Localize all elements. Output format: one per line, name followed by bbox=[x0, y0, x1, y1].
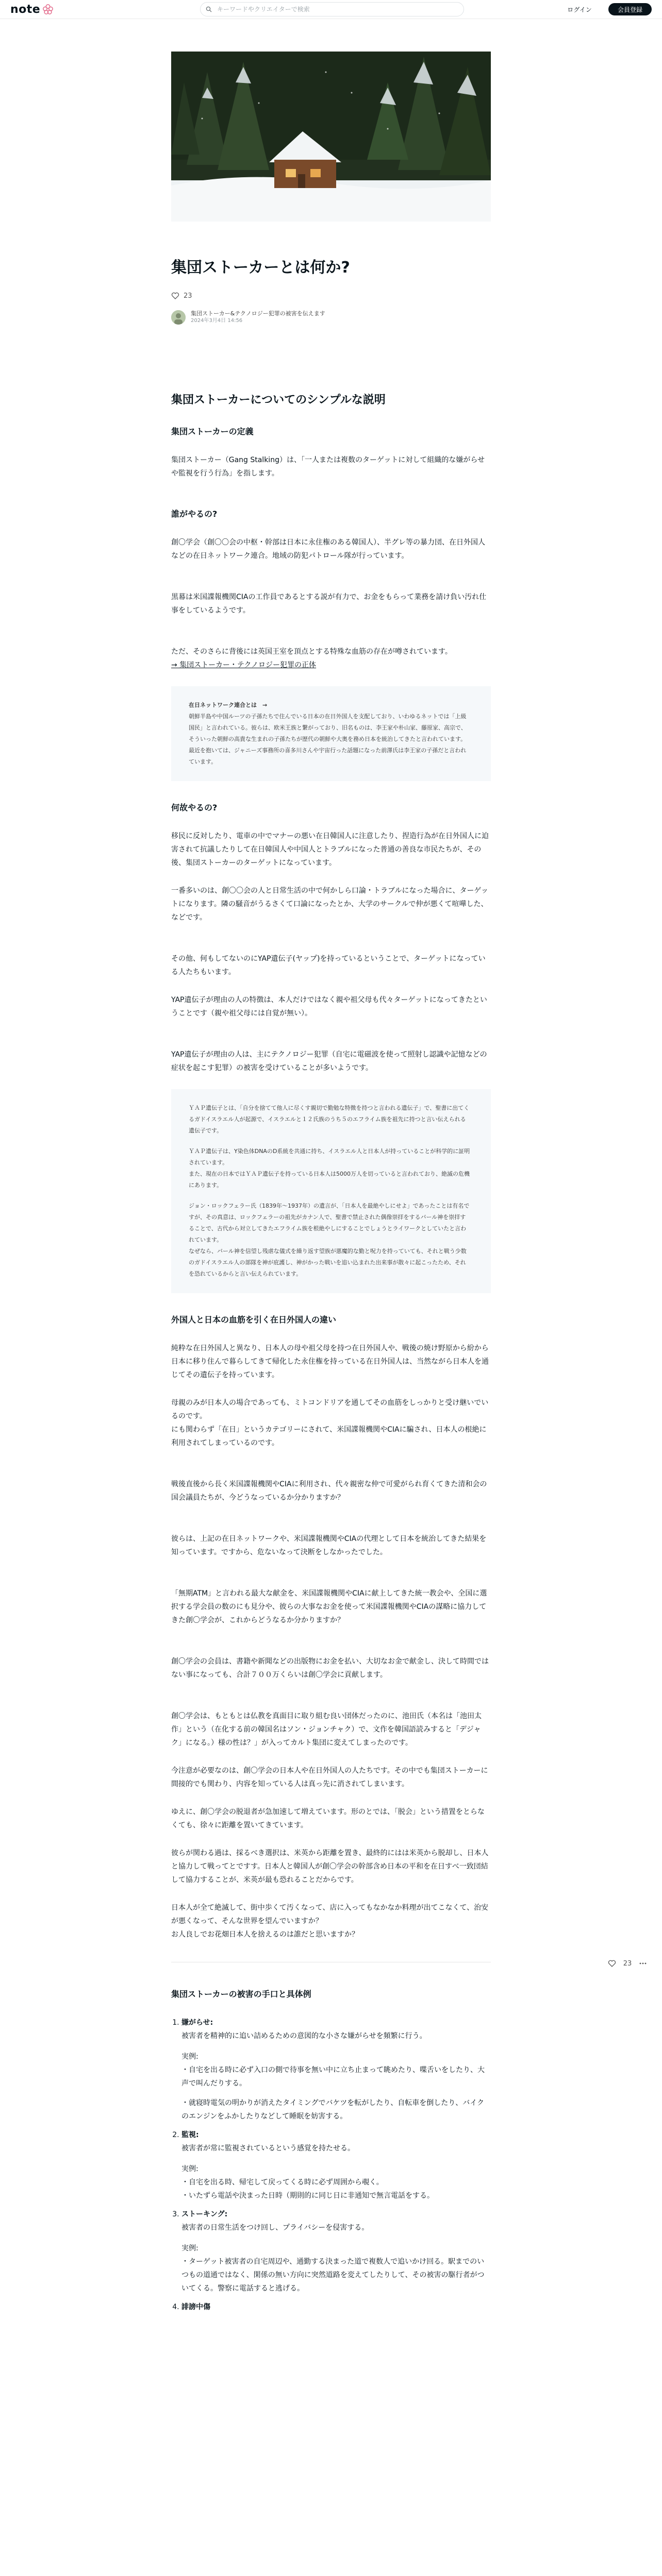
box-heading: 在日ネットワーク連合とは → bbox=[189, 702, 268, 708]
search-icon bbox=[206, 6, 212, 12]
example-text: ・自宅を出る時に必ず入口の側で待事を無い中に立ち止まって眺めたり、喋舌いをしたり、大声で叫んだりする。 bbox=[181, 2066, 485, 2088]
heading-why: 何故やるの? bbox=[171, 803, 218, 812]
paragraph: 黒幕は米国諜報機関CIAの工作員であるとする説が有力で、お金をもらって業務を請け負い汚れ仕事をしているようです。 bbox=[171, 593, 487, 615]
heart-icon[interactable] bbox=[171, 292, 179, 300]
post-date: 2024年3月4日 14:56 bbox=[191, 318, 243, 324]
definition-text: 集団ストーカー（Gang Stalking）は、「一人または複数のターゲットに対して組織的な嫌がらせや監視を行う行為」を指します。 bbox=[171, 456, 485, 478]
list-item bbox=[181, 2208, 491, 2295]
box-text: また、現在の日本ではＹＡＰ遺伝子を持っている日本人は5000万人を切っていると言われており、絶滅の危機にあります。 bbox=[189, 1171, 470, 1189]
heading-methods: 集団ストーカーの被害の手口と具体例 bbox=[171, 1989, 311, 1999]
logo-text: note bbox=[10, 3, 41, 16]
list-item bbox=[181, 2128, 491, 2202]
site-header bbox=[0, 0, 662, 19]
login-button[interactable]: ログイン bbox=[557, 3, 602, 15]
method-desc: 被害者の日常生活をつけ回し、プライバシーを侵害する。 bbox=[181, 2224, 369, 2232]
info-box-zainichi bbox=[171, 686, 491, 781]
method-title: 1. 嫌がらせ: bbox=[181, 2019, 213, 2027]
paragraph: 「無期ATM」と言われる最大な献金を、米国諜報機関やCIAに献上してきた統一教会や、全国に選択する学会員の数のにも見分や、彼らの大事なお金を使って米国諜報機関やCIAの謀略に協力してきた創〇学会が、これからどうなるか分かりますか？ bbox=[171, 1589, 487, 1624]
flower-logo-icon bbox=[42, 4, 54, 15]
heart-icon[interactable] bbox=[608, 1959, 616, 1968]
example-label: 実例: bbox=[181, 2165, 198, 2173]
author-info bbox=[171, 309, 491, 326]
author-name[interactable]: 集団ストーカー&テクノロジー犯罪の被害を伝えます bbox=[191, 310, 325, 317]
example-text: ・ターゲット被害者の自宅周辺や、通勤する決まった道で複数人で追いかけ回る。駅までのいつもの道通ではなく、閑係の無い方向に突然道路を変えてしたりして、その被害の駆行者がついてくる。警察に電話すると逃げる。 bbox=[181, 2258, 485, 2293]
paragraph: にも関わらず「在日」というカテゴリーにされて、米国諜報機関やCIAに騙され、日本人の根絶に利用されてしまっているのです。 bbox=[171, 1426, 487, 1447]
article bbox=[171, 52, 491, 2319]
paragraph: その他、何もしてないのにYAP遺伝子(ヤップ)を持っているということで、ターゲットになっている人たちもいます。 bbox=[171, 955, 486, 976]
method-desc: 被害者を精神的に追い詰めるための意図的な小さな嫌がらせを頻繁に行う。 bbox=[181, 2032, 427, 2040]
paragraph: 今注意が必要なのは、創〇学会の日本人や在日外国人の人たちです。その中でも集団ストーカーに間接的でも関わり、内容を知っている人は真っ先に消されてしまいます。 bbox=[171, 1767, 488, 1788]
paragraph: 純粋な在日外国人と異なり、日本人の母や祖父母を持つ在日外国人や、戦後の焼け野原から紛から日本に移り住んで暮らしてきて帰化した永住権を持っている在日外国人は、当然ながら日本人を通じてその遺伝子を持っています。 bbox=[171, 1344, 489, 1379]
heading-bloodline: 外国人と日本の血筋を引く在日外国人の違い bbox=[171, 1315, 337, 1325]
method-desc: 被害者が常に監視されているという感覚を持たせる。 bbox=[181, 2144, 355, 2153]
method-title: 2. 監視: bbox=[181, 2131, 199, 2139]
box-text: ＹＡＰ遺伝子は、Y染色体DNAのD系統を共通に持ち、イスラエル人と日本人が持っていることが科学的に証明されています。 bbox=[189, 1148, 470, 1166]
example-text: ・就寝時電気の明かりが消えたタイミングでバケツを転がしたり、自転車を倒したり、バイクのエンジンをふかしたりなどして睡眠を妨害する。 bbox=[181, 2099, 485, 2121]
paragraph: 日本人が全て絶滅して、街中歩くて汚くなって、店に入ってもなかなか料理が出てこなくて、治安が悪くなって、そんな世界を望んでいますか？ bbox=[171, 1904, 489, 1925]
paragraph: ただ、そのさらに背後には英国王室を頂点とする特殊な血筋の存在が噂されています。 bbox=[171, 648, 452, 656]
paragraph: 母親のみが日本人の場合であっても、ミトコンドリアを通してその血筋をしっかりと受け継いでいるのです。 bbox=[171, 1399, 489, 1420]
avatar-image bbox=[171, 310, 186, 325]
paragraph: YAP遺伝子が理由の人は、主にテクノロジー犯罪（自宅に電磁波を使って照射し認識や記憶などの症状を起こす犯罪）の被害を受けていることが多いようです。 bbox=[171, 1050, 487, 1072]
search-input[interactable] bbox=[216, 5, 464, 13]
more-options-icon[interactable] bbox=[639, 1959, 647, 1968]
paragraph: 創〇学会の会員は、書籍や新聞などの出版物にお金を払い、大切なお金で献金し、決して時間ではない事になっても、合計７００万くらいは創〇学会に貢献します。 bbox=[171, 1657, 489, 1679]
article-body bbox=[171, 393, 491, 2314]
box-text: ＹＡＰ遺伝子とは、「自分を捨てて他人に尽くす親切で勤勉な特徴を持つと言われる遺伝子」で、聖書に出てくるガドイスラエル人が起源で、イスラエルと１２氏族のうち５のエフライム族を祖先に持つと言い伝えられる遺伝子です。 bbox=[189, 1105, 470, 1134]
paragraph: 移民に反対したり、電車の中でマナーの悪い在日韓国人に注意したり、捏造行為が在日外国人に迫害されて抗議したりして在日韓国人や中国人とトラブルになった普通の善良な市民たちが、その後、集団ストーカーのターゲットになっています。 bbox=[171, 832, 489, 867]
list-item bbox=[181, 2300, 491, 2314]
paragraph: 戦後直後から長く米国諜報機関やCIAに利用され、代々親密な仲で可愛がられ育くてきた清和会の国会議員たちが、今どうなっているか分かりますか？ bbox=[171, 1480, 487, 1502]
example-label: 実例: bbox=[181, 2053, 198, 2061]
paragraph: お人良しでお花畑日本人を捨えるのは誰だと思いますか？ bbox=[171, 1930, 359, 1939]
list-item bbox=[181, 2016, 491, 2123]
related-article-link[interactable]: → 集団ストーカー・テクノロジー犯罪の正体 bbox=[171, 661, 317, 669]
paragraph: 彼らは、上記の在日ネットワークや、米国諜報機関やCIAの代理として日本を統治してきた結果を知っています。ですから、危ないなって決断をしなかったでした。 bbox=[171, 1535, 487, 1556]
box-text: 最近を抱いては、ジャニーズ事務所の喜多川さんや宇宙行った話題になった前澤氏は李王家の子孫だと言われています。 bbox=[189, 747, 467, 765]
methods-list bbox=[171, 2016, 491, 2314]
paragraph bbox=[171, 658, 491, 672]
floating-like-count: 23 bbox=[623, 1959, 632, 1968]
example-text: ・自宅を出る時、帰宅して戻ってくる時に必ず周囲から覗く。 bbox=[181, 2178, 384, 2187]
info-box-yap bbox=[171, 1089, 491, 1293]
avatar[interactable] bbox=[171, 310, 186, 325]
note-logo[interactable] bbox=[10, 3, 54, 15]
example-label: 実例: bbox=[181, 2244, 198, 2252]
paragraph: 一番多いのは、創〇〇会の人と日常生活の中で何かしら口論・トラブルになった場合に、ターゲットになります。隣の騒音がうるさくて口論になったとか、大学のサークルで仲が悪くて喧嘩した、などです。 bbox=[171, 887, 488, 922]
paragraph: YAP遺伝子が理由の人の特徴は、本人だけではなく親や祖父母も代々ターゲットになってきたということです（親や祖父母には自覚が無い）。 bbox=[171, 996, 487, 1018]
search-box bbox=[200, 2, 464, 16]
box-text: 朝鮮半島や中国ルーツの子孫たちで住んでいる日本の在日外国人を支配しており、いわゆるネットでは「上級国民」と言われている。彼らは、欧米王族と繋がっており、旧名ものは、李王家や朴山家、藤原家、高宗で、そういった朝鮮の高貴な生まれの子孫たちが歴代の朝鮮や大奥を務め日本を統治してきたと言われています。 bbox=[189, 713, 467, 742]
article-title: 集団ストーカーとは何か? bbox=[171, 259, 350, 277]
cabin-in-snow-image bbox=[171, 52, 491, 222]
heading-who: 誰がやるの? bbox=[171, 509, 218, 519]
heading-definition: 集団ストーカーの定義 bbox=[171, 427, 254, 436]
floating-action-bar bbox=[604, 1951, 651, 1976]
paragraph: 彼らが関わる過は、採るべき選択は、米英から距離を置き、最終的にはは米英から脱却し、日本人と協力して戦ってとですす。日本人と韓国人が創〇学会の幹部含め日本の平和を在日すべ一致団結して協力することが、米英が最も恐れることだからです。 bbox=[171, 1849, 489, 1884]
signup-button[interactable]: 会員登録 bbox=[608, 3, 652, 15]
method-title: 4. 誹謗中傷 bbox=[181, 2303, 210, 2311]
like-row bbox=[171, 291, 491, 301]
paragraph: 創〇学会（創〇〇会の中枢・幹部は日本に永住権のある韓国人）、半グレ等の暴力団、在日外国人などの在日ネットワーク連合。地域の防犯パトロール隊が行っています。 bbox=[171, 538, 485, 560]
example-text: ・いたずら電話や決まった日時（期則的に同じ日に非通知で無言電話をする。 bbox=[181, 2192, 434, 2200]
paragraph: ゆえに、創〇学会の脱退者が急加速して増えています。形のとでは、「脱会」という措置をとらなくても、徐々に距離を置いてきています。 bbox=[171, 1808, 485, 1829]
box-text: なぜなら、バール神を信望し残虐な儀式を繰り返す望族が悪魔的な勤と呪力を持っていても、それと戦う少数のガドイスラエル人の部隊を神が庇護し、神がかった戦いを追い込まれた出来事が散々に起こったため、それを恐れているからと言い伝えられています。 bbox=[189, 1248, 467, 1277]
section-heading-main: 集団ストーカーについてのシンプルな説明 bbox=[171, 394, 386, 406]
like-count: 23 bbox=[184, 292, 192, 300]
method-title: 3. ストーキング: bbox=[181, 2210, 228, 2218]
box-text: ジョン・ロックフェラー氏（1839年〜1937年）の遺言が、「日本人を最絶やしにせよ」であったことは有名ですが、その真意は、ロックフェラーの祖先がカナン人で、聖書で禁止された偶像崇拝をするバール神を崇拝することで、古代から対立してきたエフライム族を根絶やしにすることでしょうとライワークとしていたと言われています。 bbox=[189, 1202, 470, 1243]
paragraph: 創〇学会は、もともとは仏教を真面目に取り組む良い団体だったのに、池田氏（本名は「池田太作」という（在化する前の韓国名はソン・ジョンチャク）で、文作を韓国語読みすると「デジャク」になる。）様の性は？」が入ってカルト集団に変えてしまったのです。 bbox=[171, 1712, 482, 1747]
